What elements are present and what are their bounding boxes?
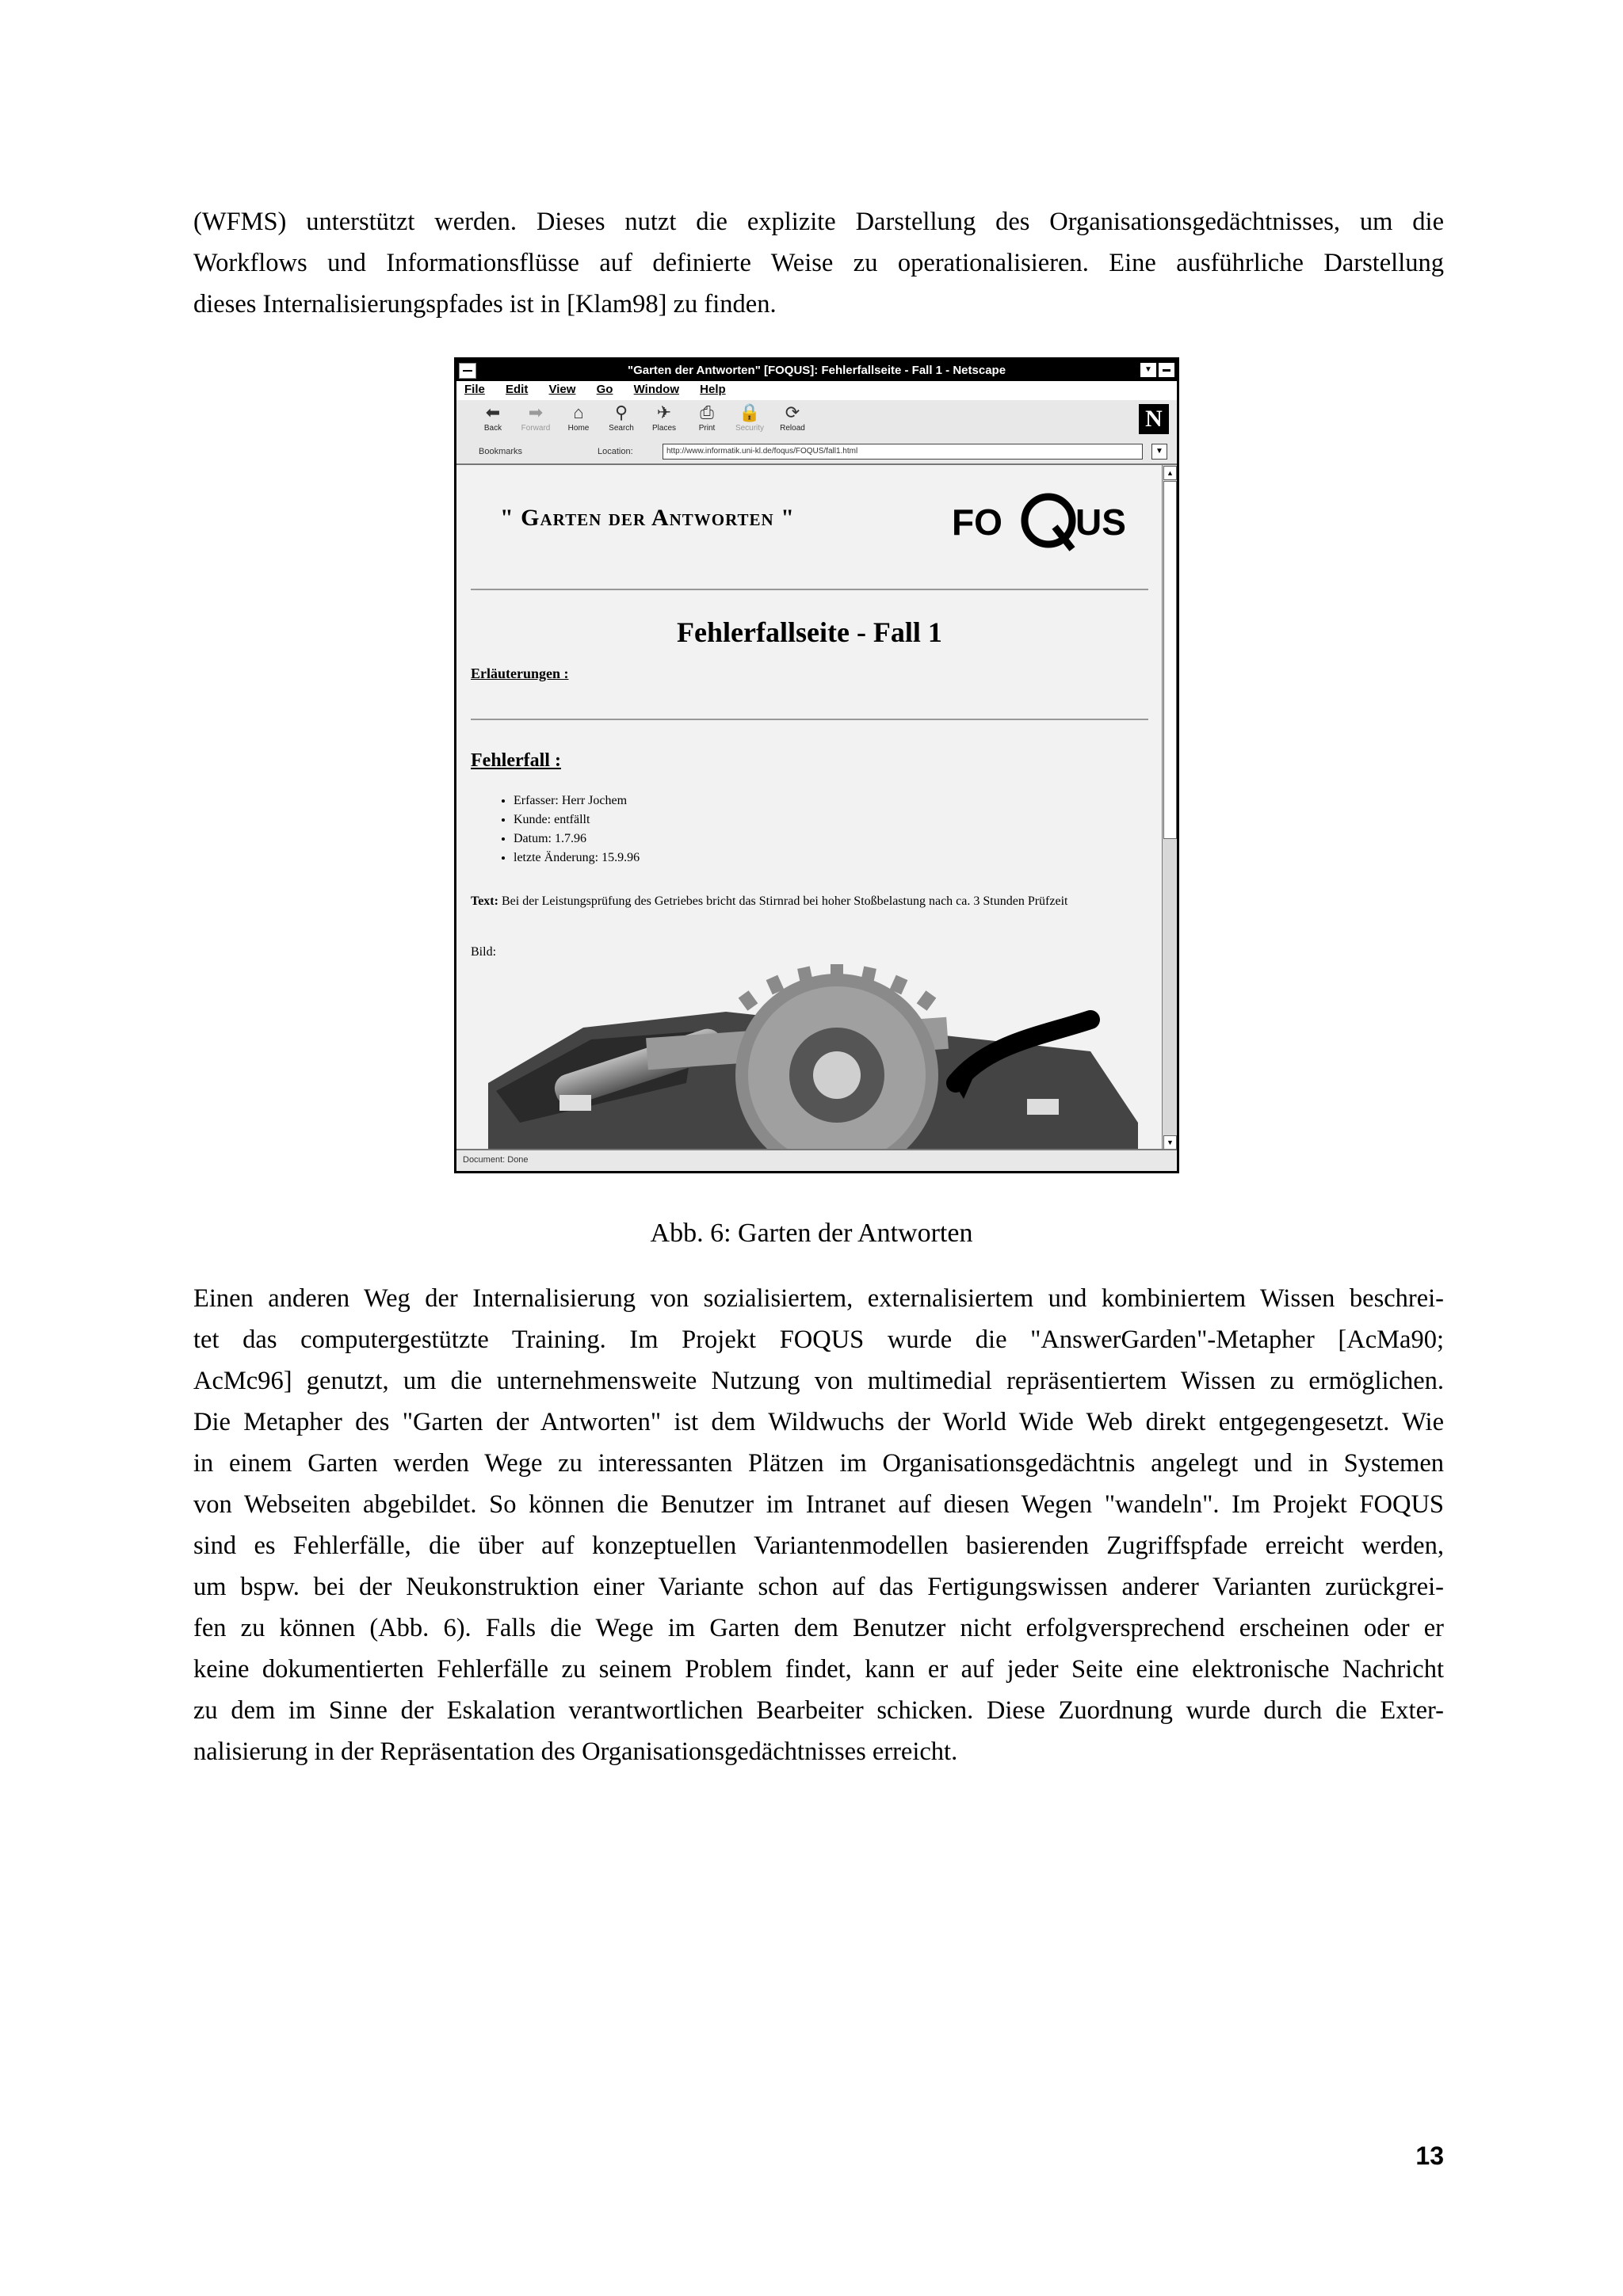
page-heading: Fehlerfallseite - Fall 1 <box>677 616 942 648</box>
text-body: Bei der Leistungsprüfung des Getriebes bricht das Stirnrad bei hoher Stoßbelastung nach ca. 3 Stunden Prüfzeit <box>501 894 1068 908</box>
scroll-down-icon: ▼ <box>1163 1135 1177 1150</box>
home-icon: ⌂ <box>573 402 584 422</box>
menu-edit: Edit <box>506 383 529 396</box>
text-line: nalisierung in der Repräsentation des Organisationsgedächtnisses erreicht. <box>193 1737 958 1766</box>
gearbox-image <box>488 964 1138 1150</box>
foqus-logo <box>947 489 1145 552</box>
menu-window: Window <box>633 383 679 396</box>
security-icon: 🔒 <box>739 402 761 422</box>
text-line: Workflows und Informationsflüsse auf definierte Weise zu operationalisieren. Eine ausführliche Darstellung <box>193 249 1444 277</box>
bookmarks-label: Bookmarks <box>479 447 523 456</box>
toolbar-search: ⚲ Search <box>601 402 642 437</box>
menu-file: File <box>464 383 485 396</box>
text-line: Einen anderen Weg der Internalisierung von sozialisiertem, externalisiertem und kombiniertem Wissen beschrei- <box>193 1284 1444 1313</box>
paragraph-intro <box>193 201 1444 325</box>
divider <box>471 719 1148 720</box>
text-line: tet das computergestützte Training. Im Projekt FOQUS wurde die "AnswerGarden"-Metapher [AcMa90; <box>193 1325 1444 1354</box>
scroll-up-icon: ▲ <box>1163 466 1177 480</box>
text-line: um bspw. bei der Neukonstruktion einer Variante schon auf das Fertigungswissen anderer Varianten zurückgrei- <box>193 1573 1444 1601</box>
reload-icon: ⟳ <box>785 402 800 422</box>
system-menu-icon <box>459 363 476 379</box>
page-number: 13 <box>1415 2142 1444 2170</box>
toolbar-home: ⌂ Home <box>558 402 599 437</box>
text-line: Die Metapher des "Garten der Antworten" ist dem Wildwuchs der World Wide Web direkt entgegengesetzt. Wie <box>193 1408 1444 1436</box>
text-line: dieses Internalisierungspfades ist in [Klam98] zu finden. <box>193 290 777 318</box>
navigation-toolbar <box>456 399 1177 441</box>
maximize-icon: ▬ <box>1159 363 1174 377</box>
url-field: http://www.informatik.uni-kl.de/foqus/FOQUS/fall1.html <box>663 444 1143 460</box>
location-label: Location: <box>598 447 633 456</box>
toolbar-back: ⬅ Back <box>472 402 514 437</box>
chevron-down-icon: ▼ <box>1151 444 1167 460</box>
figure-caption: Abb. 6: Garten der Antworten <box>650 1219 973 1248</box>
paragraph-body <box>193 1278 1444 1772</box>
vertical-scrollbar <box>1162 465 1177 1150</box>
browser-screenshot-figure <box>454 357 1179 1173</box>
svg-text:US: US <box>1075 502 1126 543</box>
fehlerfall-heading: Fehlerfall : <box>471 750 561 771</box>
scroll-thumb <box>1163 481 1177 839</box>
list-item: • letzte Änderung: 15.9.96 <box>514 849 640 868</box>
text-line: AcMc96] genutzt, um die unternehmensweite Nutzung von multimedial repräsentiertem Wissen zu ermöglichen. <box>193 1367 1444 1395</box>
toolbar-reload: ⟳ Reload <box>772 402 813 437</box>
places-icon: ✈ <box>656 402 672 422</box>
window-title: "Garten der Antworten" [FOQUS]: Fehlerfallseite - Fall 1 - Netscape <box>627 364 1006 377</box>
web-page-content <box>456 465 1163 1150</box>
list-item: • Erfasser: Herr Jochem <box>514 791 640 810</box>
text-line: fen zu können (Abb. 6). Falls die Wege im Garten dem Benutzer nicht erfolgversprechend erscheinen oder er <box>193 1614 1444 1642</box>
erlaeuterungen-link: Erläuterungen : <box>471 666 569 681</box>
forward-icon: ➡ <box>528 402 544 422</box>
menu-help: Help <box>700 383 726 396</box>
minimize-icon: ▼ <box>1140 363 1156 377</box>
status-text: Document: Done <box>463 1155 529 1165</box>
window-title-bar <box>456 360 1177 381</box>
toolbar-places: ✈ Places <box>643 402 685 437</box>
divider <box>471 589 1148 590</box>
fact-list <box>498 791 640 868</box>
text-line: (WFMS) unterstützt werden. Dieses nutzt die explizite Darstellung des Organisationsgedächtnisses, um die <box>193 208 1444 236</box>
text-line: sind es Fehlerfälle, die über auf konzeptuellen Variantenmodellen basierenden Zugriffspfade erreicht werden, <box>193 1531 1444 1560</box>
toolbar-security: 🔒 Security <box>729 402 770 437</box>
status-bar <box>456 1149 1177 1171</box>
search-icon: ⚲ <box>614 402 628 422</box>
site-title: " Garten der Antworten " <box>500 505 795 531</box>
back-icon: ⬅ <box>485 402 501 422</box>
bild-label: Bild: <box>471 945 497 959</box>
menu-bar <box>456 381 1177 399</box>
menu-go: Go <box>596 383 613 396</box>
print-icon: ⎙ <box>700 402 714 422</box>
location-bar <box>456 440 1177 465</box>
text-label: Text: <box>471 894 498 908</box>
toolbar-forward: ➡ Forward <box>515 402 556 437</box>
text-line: in einem Garten werden Wege zu interessanten Plätzen im Organisationsgedächtnis angelegt und in Systemen <box>193 1449 1444 1478</box>
list-item: • Datum: 1.7.96 <box>514 830 640 849</box>
case-text <box>471 893 1105 910</box>
toolbar-print: ⎙ Print <box>686 402 727 437</box>
text-line: von Webseiten abgebildet. So können die Benutzer im Intranet auf diesen Wegen "wandeln". Im Projekt FOQUS <box>193 1490 1444 1519</box>
text-line: keine dokumentierten Fehlerfälle zu seinem Problem findet, kann er auf jeder Seite eine elektronische Nachricht <box>193 1655 1444 1684</box>
netscape-logo-icon: N <box>1139 404 1169 434</box>
text-line: zu dem im Sinne der Eskalation verantwortlichen Bearbeiter schicken. Diese Zuordnung wurde durch die Exter- <box>193 1696 1444 1725</box>
svg-text:FO: FO <box>952 502 1002 543</box>
menu-view: View <box>548 383 576 396</box>
list-item: • Kunde: entfällt <box>514 810 640 830</box>
